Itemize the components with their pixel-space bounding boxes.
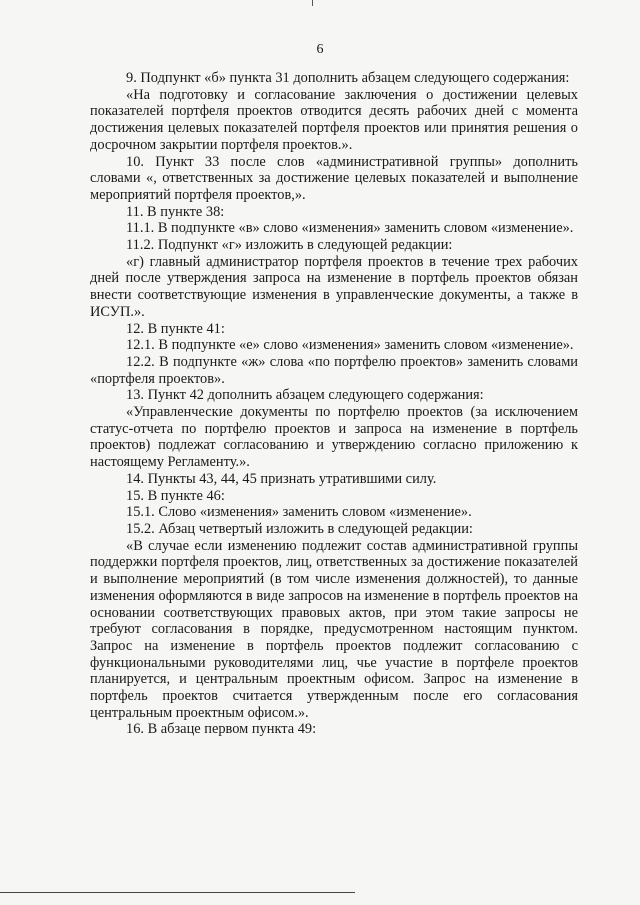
paragraph-15-1: 15.1. Слово «изменения» заменить словом «изменение». <box>126 504 472 521</box>
paragraph-15-2: 15.2. Абзац четвертый изложить в следующей редакции: <box>126 520 473 537</box>
paragraph-13-quote: «Управленческие документы по портфелю проектов (за исключением статус-отчета по портфелю проектов и запроса на изменение в портфель проектов) подлежат согласованию и утверждению согласно приложению к настоящему Регламенту.». <box>90 404 578 471</box>
paragraph-10: 10. Пункт 33 после слов «административной группы» дополнить словами «, ответственных за достижение целевых показателей и выполнение мероприятий портфеля проектов,». <box>90 153 578 203</box>
paragraph-12: 12. В пункте 41: <box>126 320 225 337</box>
scan-mark <box>312 0 313 6</box>
paragraph-16: 16. В абзаце первом пункта 49: <box>126 721 317 738</box>
paragraph-11: 11. В пункте 38: <box>126 203 225 220</box>
paragraph-15: 15. В пункте 46: <box>126 487 225 504</box>
footer-rule <box>0 892 355 893</box>
paragraph-11-1: 11.1. В подпункте «в» слово «изменения» заменить словом «изменение». <box>126 220 574 237</box>
paragraph-14: 14. Пункты 43, 44, 45 признать утратившими силу. <box>126 470 437 487</box>
paragraph-11-2: 11.2. Подпункт «г» изложить в следующей редакции: <box>126 237 453 254</box>
paragraph-15-2-quote: «В случае если изменению подлежит состав административной группы поддержки портфеля проектов, лиц, ответственных за достижение показателей и выполнение мероприятий (в том числе изменения должностей), то данные изменения оформляются в виде запросов на изменение в портфель проектов на основании соответствующих правовых актов, при этом такие запросы не требуют согласования в порядке, предусмотренном настоящим пунктом. Запрос на изменение в портфель проектов подлежит согласованию с функциональными руководителями лиц, чье участие в портфеле проектов планируется, и центральным проектным офисом. Запрос на изменение в портфель проектов считается утвержденным после его согласования центральным проектным офисом.». <box>90 537 578 721</box>
paragraph-12-1: 12.1. В подпункте «е» слово «изменения» заменить словом «изменение». <box>126 337 574 354</box>
page-number: 6 <box>316 42 324 57</box>
document-body <box>90 70 578 738</box>
paragraph-13: 13. Пункт 42 дополнить абзацем следующего содержания: <box>126 387 484 404</box>
paragraph-9: 9. Подпункт «б» пункта 31 дополнить абзацем следующего содержания: <box>126 70 570 86</box>
paragraph-9-quote: «На подготовку и согласование заключения о достижении целевых показателей портфеля проектов отводится десять рабочих дней с момента достижения целевых показателей портфеля проектов или принятия решения о досрочном закрытии портфеля проектов.». <box>90 86 578 153</box>
paragraph-12-2: 12.2. В подпункте «ж» слова «по портфелю проектов» заменить словами «портфеля проектов». <box>90 353 578 387</box>
paragraph-11-2-quote: «г) главный администратор портфеля проектов в течение трех рабочих дней после утверждения запроса на изменение в портфель проектов обязан внести соответствующие изменения в управленческие документы, а также в ИСУП.». <box>90 253 578 320</box>
